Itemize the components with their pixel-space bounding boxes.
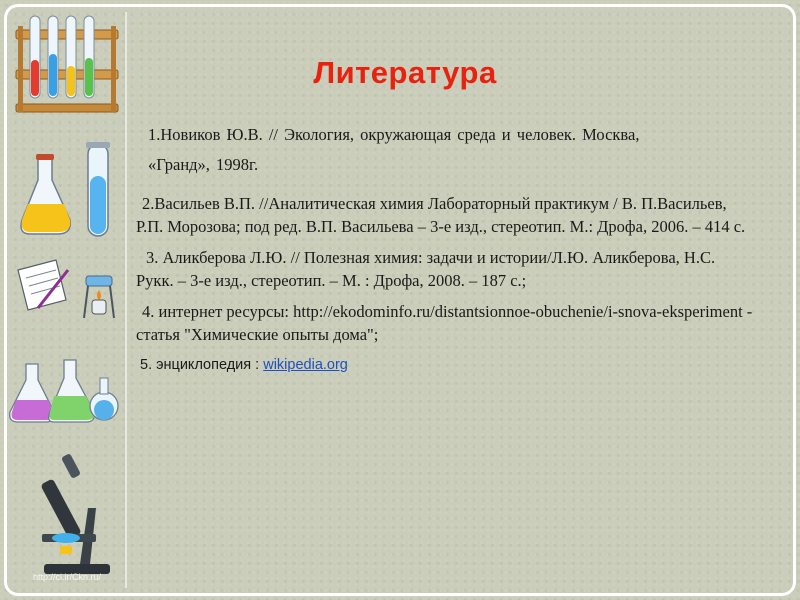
test-tube-icon [86, 142, 110, 236]
sidebar-illustrations [8, 8, 126, 592]
conical-flask-icon [10, 360, 118, 422]
reference-1-line-2: «Гранд», 1998г. [148, 155, 259, 174]
watermark-text: http://ci.ir/Ckn.ru/ [32, 572, 102, 582]
reference-5-prefix: 5. энциклопедия : [140, 357, 264, 373]
reference-item-5 [136, 354, 756, 377]
wikipedia-link[interactable]: wikipedia.org [263, 357, 348, 373]
flask-icon [21, 154, 70, 234]
sidebar-divider [125, 12, 127, 588]
microscope-icon [40, 453, 110, 574]
reference-item-3: 3. Аликберова Л.Ю. // Полезная химия: задачи и истории/Л.Ю. Аликберова, Н.С. Рукк. – 3-е изд., стереотип. – М. : Дрофа, 2008. – 187 с.; [136, 248, 716, 290]
reference-list [136, 120, 756, 377]
reference-item-1 [136, 120, 756, 180]
reference-item-2: 2.Васильев В.П. //Аналитическая химия Лабораторный практикум / В. П.Васильев, Р.П. Морозова; под ред. В.П. Васильева – 3-е изд., стереотип. М.: Дрофа, 2006. – 414 с. [136, 194, 746, 236]
reference-1-line-1: 1.Новиков Ю.В. // Экология, окружающая среда и человек. Москва, [148, 125, 640, 144]
reference-item-4: 4. интернет ресурсы: http://ekodominfo.ru/distantsionnoe-obuchenie/i-snova-eksperiment - статья "Химические опыты дома"; [136, 302, 753, 344]
notebook-icon [18, 260, 68, 310]
slide-title: Литература [313, 55, 497, 90]
spirit-lamp-icon [84, 276, 114, 318]
